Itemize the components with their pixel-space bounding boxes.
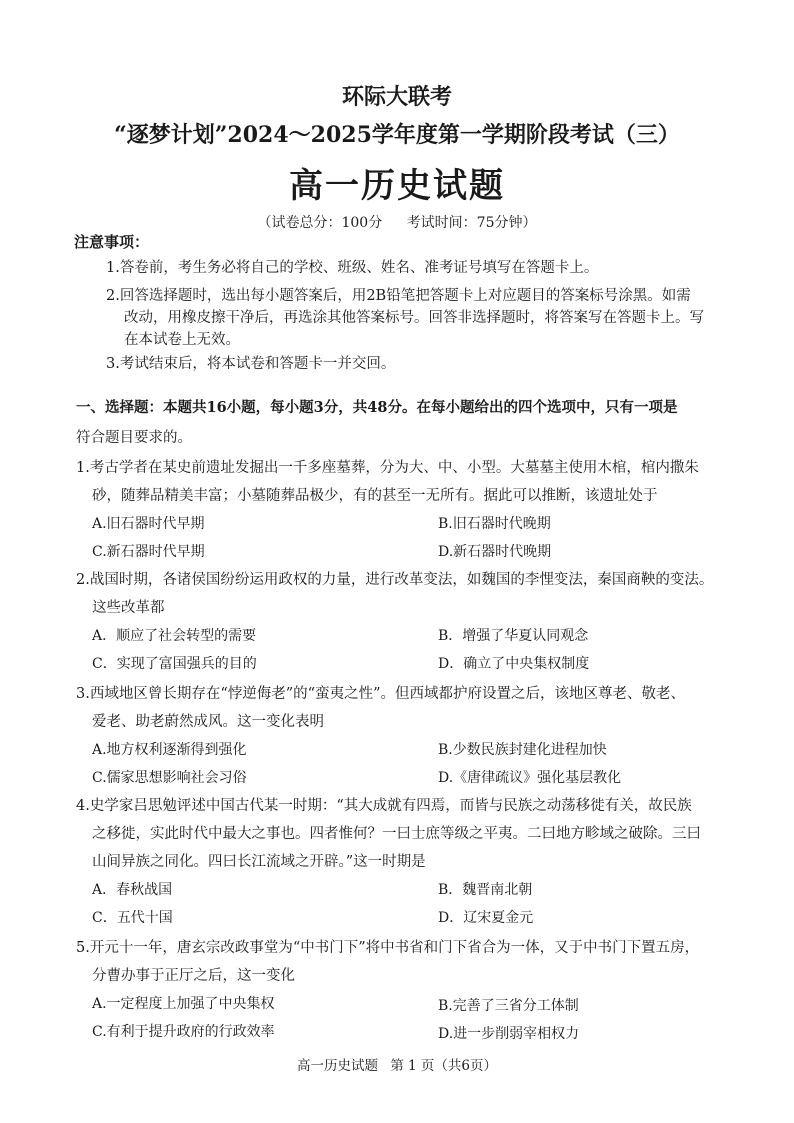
question-3-option-a: A.地方权利逐渐得到强化 xyxy=(92,742,247,758)
page-title: 高一历史试题 xyxy=(289,166,505,206)
question-4-option-d: D．辽宋夏金元 xyxy=(438,910,534,926)
question-2-text: 2.战国时期，各诸侯国纷纷运用政权的力量，进行改革变法，如魏国的李悝变法，秦国商鞅的变法。 xyxy=(76,572,714,588)
footer-page-number: 第 1 页（共6页） xyxy=(390,1058,498,1074)
exam-time: 考试时间：75分钟） xyxy=(406,215,537,231)
page-footer xyxy=(0,1054,794,1074)
question-4-text-cont: 之移徙，实此时代中最大之事也。四者惟何？一曰士庶等级之平夷。二曰地方畛域之破除。三曰 xyxy=(92,826,701,842)
question-1-option-d: D.新石器时代晚期 xyxy=(438,544,552,560)
question-3-text-cont: 爱老、助老蔚然成风。这一变化表明 xyxy=(92,714,324,730)
notice-item-1: 1.答卷前，考生务必将自己的学校、班级、姓名、准考证号填写在答题卡上。 xyxy=(106,260,599,276)
notice-item-3: 3.考试结束后，将本试卷和答题卡一并交回。 xyxy=(106,356,396,372)
footer-subject: 高一历史试题 xyxy=(296,1058,378,1074)
question-2-option-c: C．实现了富国强兵的目的 xyxy=(92,656,257,672)
question-2-option-a: A．顺应了社会转型的需要 xyxy=(92,628,257,644)
question-4-option-b: B．魏晋南北朝 xyxy=(438,882,533,898)
notice-item-2-cont2: 在本试卷上无效。 xyxy=(124,332,240,348)
question-4-option-a: A．春秋战国 xyxy=(92,882,173,898)
question-1-option-b: B.旧石器时代晚期 xyxy=(438,516,551,532)
question-3-option-b: B.少数民族封建化进程加快 xyxy=(438,742,607,758)
section-heading-cont: 符合题目要求的。 xyxy=(76,430,192,446)
question-3-text: 3.西域地区曾长期存在“悖逆侮老”的“蛮夷之性”。但西域都护府设置之后，该地区尊老、敬老、 xyxy=(76,686,685,702)
question-5-text: 5.开元十一年，唐玄宗改政事堂为“中书门下”将中书省和门下省合为一体，又于中书门下置五房， xyxy=(76,940,700,956)
section-heading: 一、选择题：本题共16小题，每小题3分，共48分。在每小题给出的四个选项中，只有一项是 xyxy=(76,399,678,416)
question-1-option-a: A.旧石器时代早期 xyxy=(92,516,205,532)
question-2-option-d: D．确立了中央集权制度 xyxy=(438,656,590,672)
question-1-option-c: C.新石器时代早期 xyxy=(92,544,205,560)
question-1-text-cont: 砂，随葬品精美丰富；小墓随葬品极少，有的甚至一无所有。据此可以推断，该遗址处于 xyxy=(92,488,658,504)
exam-series-title: “逐梦计划”2024～2025学年度第一学期阶段考试（三） xyxy=(114,122,680,148)
question-1-text: 1.考古学者在某史前遗址发掘出一千多座墓葬，分为大、中、小型。大墓墓主使用木棺，棺内撒朱 xyxy=(76,460,699,476)
question-3-option-d: D.《唐律疏议》强化基层教化 xyxy=(438,770,622,786)
question-5-text-cont: 分曹办事于正厅之后，这一变化 xyxy=(92,968,295,984)
question-4-text-cont2: 山间异族之同化。四曰长江流域之开辟。”这一时期是 xyxy=(92,854,426,870)
question-5-option-a: A.一定程度上加强了中央集权 xyxy=(92,996,275,1012)
question-2-text-cont: 这些改革都 xyxy=(92,600,165,616)
question-4-option-c: C．五代十国 xyxy=(92,910,173,926)
notice-item-2: 2.回答选择题时，选出每小题答案后，用2B铅笔把答题卡上对应题目的答案标号涂黑。如需 xyxy=(106,288,691,304)
total-score: （试卷总分：100分 xyxy=(257,215,383,231)
exam-meta xyxy=(0,212,794,232)
notice-item-2-cont: 改动，用橡皮擦干净后，再选涂其他答案标号。回答非选择题时，将答案写在答题卡上。写 xyxy=(124,310,704,326)
notice-heading: 注意事项： xyxy=(74,233,150,251)
question-5-option-d: D.进一步削弱宰相权力 xyxy=(438,1026,580,1042)
exam-union-name: 环际大联考 xyxy=(341,84,452,110)
question-4-text: 4.史学家吕思勉评述中国古代某一时期：“其大成就有四焉，而皆与民族之动荡移徙有关，故民族 xyxy=(76,798,692,814)
question-5-option-c: C.有利于提升政府的行政效率 xyxy=(92,1024,275,1040)
question-5-option-b: B.完善了三省分工体制 xyxy=(438,998,579,1014)
question-2-option-b: B．增强了华夏认同观念 xyxy=(438,628,589,644)
question-3-option-c: C.儒家思想影响社会习俗 xyxy=(92,770,247,786)
